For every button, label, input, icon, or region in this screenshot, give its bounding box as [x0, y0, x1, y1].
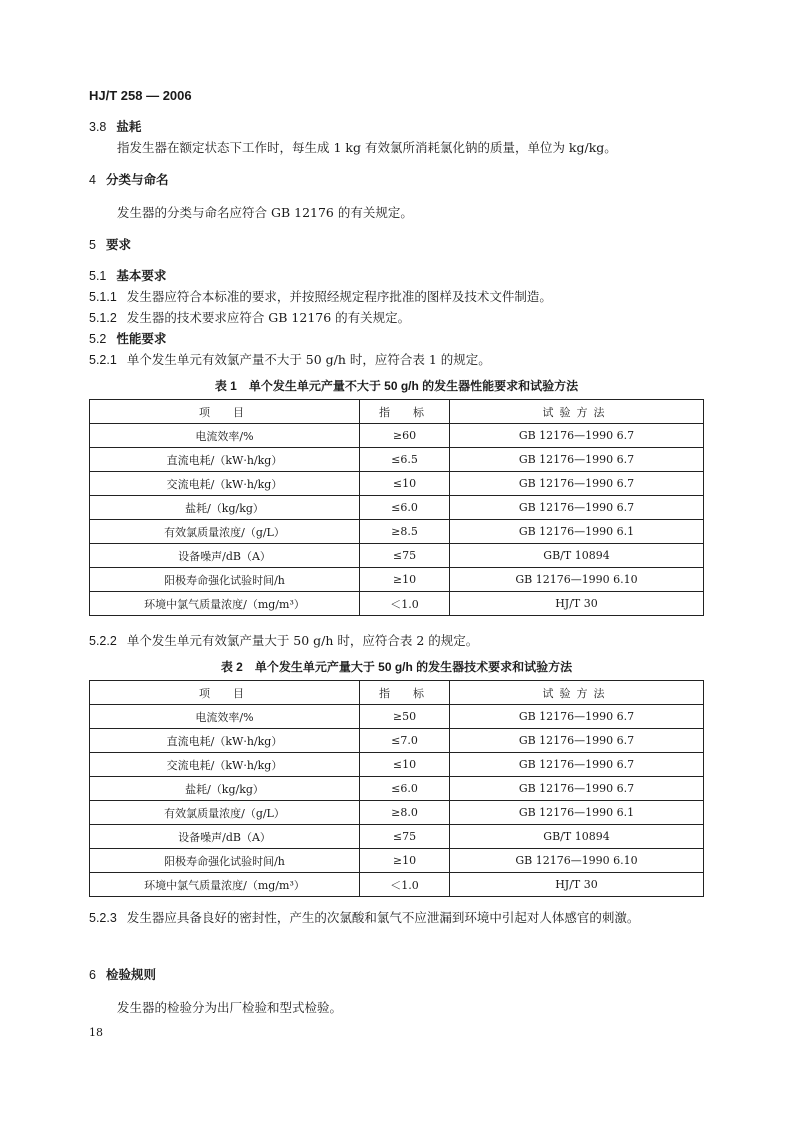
- section-5-2-1: [89, 350, 491, 368]
- section-number: 4: [89, 173, 96, 187]
- table-row: [90, 568, 704, 592]
- section-3-8-text: 指发生器在额定状态下工作时，每生成 1 kg 有效氯所消耗氯化钠的质量，单位为 kg/kg。: [117, 140, 617, 155]
- section-title: 要求: [105, 238, 131, 252]
- cell-method: GB/T 10894: [450, 825, 704, 849]
- table-row: [90, 424, 704, 448]
- table-row: [90, 801, 704, 825]
- cell-item: 有效氯质量浓度/（g/L）: [90, 520, 360, 544]
- cell-item: 环境中氯气质量浓度/（mg/m³）: [90, 873, 360, 897]
- cell-indicator: ≤10: [360, 753, 450, 777]
- cell-item: 盐耗/（kg/kg）: [90, 777, 360, 801]
- cell-indicator: ≤6.0: [360, 496, 450, 520]
- clause-text: 发生器应符合本标准的要求，并按照经规定程序批准的图样及技术文件制造。: [126, 289, 552, 304]
- cell-indicator: ＜1.0: [360, 873, 450, 897]
- section-number: 3.8: [89, 120, 107, 134]
- cell-method: GB 12176—1990 6.7: [450, 753, 704, 777]
- cell-indicator: ≥10: [360, 568, 450, 592]
- cell-indicator: ≥60: [360, 424, 450, 448]
- section-number: 6: [89, 968, 96, 982]
- column-header-method: 试验方法: [450, 681, 704, 705]
- cell-indicator: ≤10: [360, 472, 450, 496]
- cell-method: GB 12176—1990 6.7: [450, 448, 704, 472]
- section-5-2-3: [89, 907, 703, 929]
- cell-method: GB 12176—1990 6.7: [450, 496, 704, 520]
- column-header-item: 项 目: [90, 400, 360, 424]
- clause-number: 5.1.2: [89, 311, 117, 325]
- cell-item: 交流电耗/（kW·h/kg）: [90, 753, 360, 777]
- clause-text: 发生器的技术要求应符合 GB 12176 的有关规定。: [126, 310, 411, 325]
- section-4-text: 发生器的分类与命名应符合 GB 12176 的有关规定。: [117, 205, 413, 220]
- cell-item: 交流电耗/（kW·h/kg）: [90, 472, 360, 496]
- table-2-caption: 表 2 单个发生单元产量大于 50 g/h 的发生器技术要求和试验方法: [220, 660, 573, 674]
- section-title: 盐耗: [116, 120, 142, 134]
- table-row: [90, 753, 704, 777]
- table-row: [90, 729, 704, 753]
- section-number: 5.1: [89, 269, 107, 283]
- section-title: 检验规则: [105, 968, 156, 982]
- table-row: [90, 544, 704, 568]
- cell-method: GB 12176—1990 6.7: [450, 424, 704, 448]
- table-row: [90, 520, 704, 544]
- table-1-caption: 表 1 单个发生单元产量不大于 50 g/h 的发生器性能要求和试验方法: [214, 379, 579, 393]
- table-row: [90, 592, 704, 616]
- cell-item: 设备噪声/dB（A）: [90, 544, 360, 568]
- cell-method: GB 12176—1990 6.1: [450, 801, 704, 825]
- section-5-1-heading: [89, 266, 166, 284]
- document-code: HJ/T 258 — 2006: [89, 88, 192, 103]
- cell-item: 阳极寿命强化试验时间/h: [90, 849, 360, 873]
- section-5-2-2: [89, 631, 478, 649]
- table-row: [90, 873, 704, 897]
- table-row: [90, 849, 704, 873]
- cell-item: 电流效率/%: [90, 424, 360, 448]
- cell-indicator: ≤6.5: [360, 448, 450, 472]
- section-5-heading: [89, 235, 131, 253]
- cell-indicator: ≥50: [360, 705, 450, 729]
- table-2: [89, 680, 704, 897]
- cell-indicator: ≤6.0: [360, 777, 450, 801]
- cell-method: GB/T 10894: [450, 544, 704, 568]
- cell-indicator: ≤75: [360, 825, 450, 849]
- cell-item: 盐耗/（kg/kg）: [90, 496, 360, 520]
- cell-indicator: ≥8.5: [360, 520, 450, 544]
- cell-method: GB 12176—1990 6.7: [450, 777, 704, 801]
- section-number: 5: [89, 238, 96, 252]
- clause-text: 单个发生单元有效氯产量大于 50 g/h 时，应符合表 2 的规定。: [126, 633, 479, 648]
- table-row: [90, 777, 704, 801]
- cell-method: GB 12176—1990 6.10: [450, 568, 704, 592]
- table-header-row: [90, 681, 704, 705]
- cell-indicator: ≤7.0: [360, 729, 450, 753]
- cell-item: 阳极寿命强化试验时间/h: [90, 568, 360, 592]
- cell-item: 电流效率/%: [90, 705, 360, 729]
- cell-indicator: ≥8.0: [360, 801, 450, 825]
- section-title: 性能要求: [116, 332, 167, 346]
- table-header-row: [90, 400, 704, 424]
- cell-method: HJ/T 30: [450, 592, 704, 616]
- section-title: 分类与命名: [105, 173, 169, 187]
- column-header-indicator: 指 标: [360, 681, 450, 705]
- table-row: [90, 705, 704, 729]
- cell-item: 设备噪声/dB（A）: [90, 825, 360, 849]
- clause-text: 发生器应具备良好的密封性，产生的次氯酸和氯气不应泄漏到环境中引起对人体感官的刺激。: [126, 910, 640, 925]
- cell-indicator: ＜1.0: [360, 592, 450, 616]
- clause-number: 5.1.1: [89, 290, 117, 304]
- section-6-heading: [89, 965, 156, 983]
- section-3-8-heading: [89, 117, 141, 135]
- column-header-indicator: 指 标: [360, 400, 450, 424]
- clause-text: 单个发生单元有效氯产量不大于 50 g/h 时，应符合表 1 的规定。: [126, 352, 491, 367]
- clause-number: 5.2.3: [89, 911, 117, 925]
- cell-indicator: ≥10: [360, 849, 450, 873]
- cell-item: 环境中氯气质量浓度/（mg/m³）: [90, 592, 360, 616]
- cell-method: GB 12176—1990 6.1: [450, 520, 704, 544]
- cell-method: GB 12176—1990 6.7: [450, 472, 704, 496]
- table-row: [90, 496, 704, 520]
- cell-method: GB 12176—1990 6.7: [450, 705, 704, 729]
- page-number: 18: [89, 1026, 103, 1039]
- section-number: 5.2: [89, 332, 107, 346]
- cell-item: 直流电耗/（kW·h/kg）: [90, 448, 360, 472]
- clause-number: 5.2.2: [89, 634, 117, 648]
- section-6-text: 发生器的检验分为出厂检验和型式检验。: [117, 1000, 343, 1015]
- cell-indicator: ≤75: [360, 544, 450, 568]
- table-1: [89, 399, 704, 616]
- table-row: [90, 472, 704, 496]
- section-5-2-heading: [89, 329, 166, 347]
- table-row: [90, 448, 704, 472]
- cell-method: GB 12176—1990 6.10: [450, 849, 704, 873]
- column-header-method: 试验方法: [450, 400, 704, 424]
- cell-method: GB 12176—1990 6.7: [450, 729, 704, 753]
- cell-item: 直流电耗/（kW·h/kg）: [90, 729, 360, 753]
- cell-item: 有效氯质量浓度/（g/L）: [90, 801, 360, 825]
- section-4-heading: [89, 170, 168, 188]
- section-5-1-1: [89, 287, 552, 305]
- clause-number: 5.2.1: [89, 353, 117, 367]
- section-5-1-2: [89, 308, 410, 326]
- section-title: 基本要求: [116, 269, 167, 283]
- column-header-item: 项 目: [90, 681, 360, 705]
- table-row: [90, 825, 704, 849]
- cell-method: HJ/T 30: [450, 873, 704, 897]
